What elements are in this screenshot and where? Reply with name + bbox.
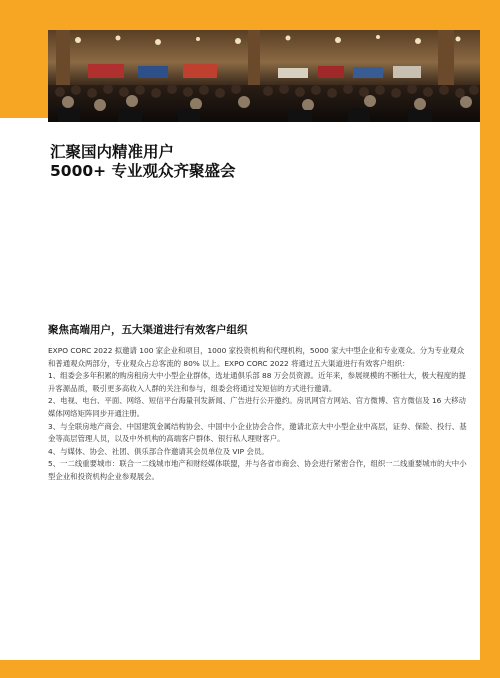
orange-left-band [0,0,48,118]
orange-right-band [480,0,500,678]
orange-top-band [0,0,500,30]
paragraph: EXPO CORC 2022 拟邀请 100 家企业和项目，1000 家投资机构和代理机构，5000 家大中型企业和专业观众。分为专业观众和普通观众两部分，专业观众占总客流的 80% 以上。EXPO CORC 2022 将通过五大渠道进行有效客户组织： [48,346,465,368]
headline [50,143,350,181]
orange-bottom-band [0,660,500,678]
paragraph: 1、组委会多年积累的购房租房大中小型企业群体，选址通俱乐部 88 万会员资源。近年来，参展规模的不断壮大，极大程度的提升客源品质，吸引更多高收入人群的关注和参与，组委会将通过发短信的方式进行邀请。 [48,371,466,393]
paragraph: 2、电视、电台、平面、网络、短信平台海量刊发新闻、广告进行公开邀约。房讯网官方网站、官方微博、官方微信及 16 大移动媒体网络矩阵同步开通注册。 [48,396,466,418]
headline-line-2: 5000+ 专业观众齐聚盛会 [50,162,236,180]
audience-section [48,322,468,484]
paragraph: 5、一二线重要城市：联合一二线城市地产和财经媒体联盟，并与各省市商会、协会进行紧密合作，组织一二线重要城市的大中小型企业和投资机构企业参观展会。 [48,459,467,481]
paragraph: 4、与媒体、协会、社团、俱乐部合作邀请其会员单位及 VIP 会员。 [48,446,269,456]
paragraph: 3、与全联房地产商会、中国建筑金属结构协会、中国中小企业协会合作，邀请北京大中小型企业中高层，证券、保险、投行、基金等高层管理人员，以及中外机构的高端客户群体、银行私人理财客户。 [48,421,467,444]
conference-hall-photo [48,30,480,122]
section-title: 聚焦高端用户，五大渠道进行有效客户组织 [48,324,248,336]
headline-line-1: 汇聚国内精准用户 [50,143,175,161]
